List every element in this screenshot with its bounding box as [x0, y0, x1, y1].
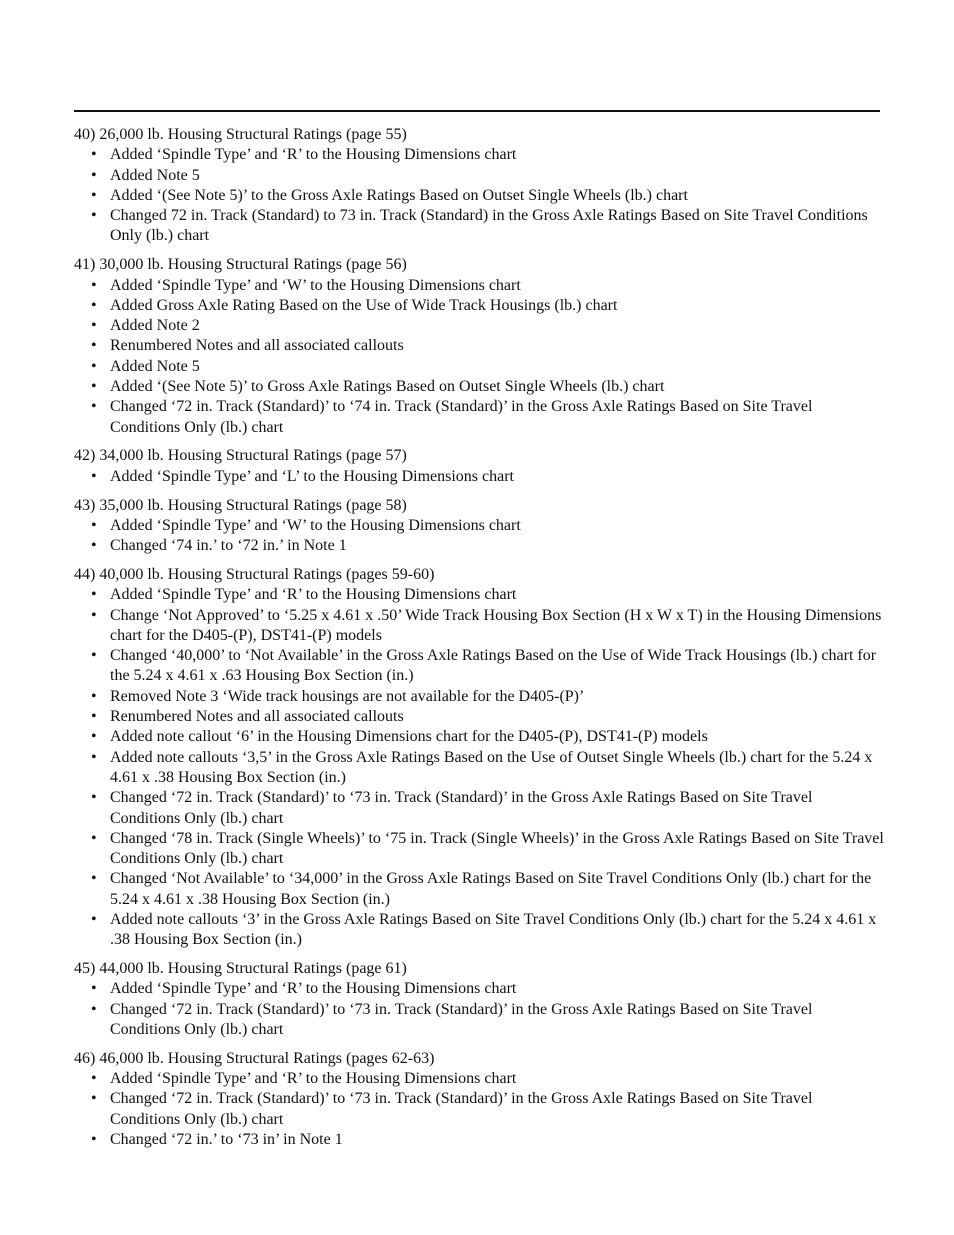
list-item-text: Added ‘Spindle Type’ and ‘L’ to the Housing Dimensions chart — [110, 467, 514, 485]
section-title: 42) 34,000 lb. Housing Structural Ratings (page 57) — [74, 447, 407, 465]
list-item-text: Added ‘Spindle Type’ and ‘W’ to the Housing Dimensions chart — [110, 276, 521, 294]
list-item — [74, 687, 884, 707]
list-item — [74, 276, 884, 296]
revision-section — [74, 496, 884, 557]
list-item — [74, 166, 884, 186]
list-item — [74, 316, 884, 336]
list-item — [74, 606, 884, 647]
list-item — [74, 585, 884, 605]
list-item — [74, 377, 884, 397]
revision-section — [74, 446, 884, 487]
list-item — [74, 467, 884, 487]
change-list — [74, 145, 884, 246]
list-item — [74, 748, 884, 789]
bullet-icon: • — [91, 276, 97, 294]
section-title: 44) 40,000 lb. Housing Structural Ratings (pages 59-60) — [74, 565, 435, 583]
bullet-icon: • — [91, 516, 97, 534]
list-item-text: Added ‘Spindle Type’ and ‘R’ to the Housing Dimensions chart — [110, 1070, 517, 1088]
revision-section — [74, 125, 884, 247]
bullet-icon: • — [91, 606, 97, 624]
list-item — [74, 397, 884, 438]
list-item-text: Renumbered Notes and all associated callouts — [110, 337, 404, 355]
list-item — [74, 357, 884, 377]
list-item — [74, 1089, 884, 1130]
bullet-icon: • — [91, 537, 97, 555]
list-item-text: Added Note 5 — [110, 166, 200, 184]
list-item — [74, 1000, 884, 1041]
bullet-icon: • — [91, 1000, 97, 1018]
bullet-icon: • — [91, 1130, 97, 1148]
list-item — [74, 145, 884, 165]
list-item-text: Changed ‘40,000’ to ‘Not Available’ in the Gross Axle Ratings Based on the Use of Wide Track Housings (lb.) chart for the 5.24 x 4.61 x .63 Housing Box Section (in.) — [110, 647, 877, 685]
list-item-text: Added ‘Spindle Type’ and ‘R’ to the Housing Dimensions chart — [110, 980, 517, 998]
change-list — [74, 585, 884, 950]
list-item-text: Changed ‘72 in. Track (Standard)’ to ‘73 in. Track (Standard)’ in the Gross Axle Ratings Based on Site Travel Conditions Only (lb.) chart — [110, 789, 813, 827]
bullet-icon: • — [91, 317, 97, 335]
list-item — [74, 1069, 884, 1089]
revision-section — [74, 255, 884, 438]
list-item-text: Changed ‘72 in.’ to ‘73 in’ in Note 1 — [110, 1130, 343, 1148]
list-item-text: Changed 72 in. Track (Standard) to 73 in. Track (Standard) in the Gross Axle Ratings Based on Site Travel Conditions Only (lb.) chart — [110, 207, 868, 245]
bullet-icon: • — [91, 378, 97, 396]
bullet-icon: • — [91, 357, 97, 375]
bullet-icon: • — [91, 789, 97, 807]
bullet-icon: • — [91, 1090, 97, 1108]
change-list — [74, 979, 884, 1040]
list-item-text: Added ‘(See Note 5)’ to the Gross Axle Ratings Based on Outset Single Wheels (lb.) chart — [110, 186, 688, 204]
bullet-icon: • — [91, 296, 97, 314]
bullet-icon: • — [91, 586, 97, 604]
list-item-text: Added note callouts ‘3’ in the Gross Axle Ratings Based on Site Travel Conditions Only (lb.) chart for the 5.24 x 4.61 x .38 Housing Box Section (in.) — [110, 910, 877, 949]
bullet-icon: • — [91, 748, 97, 766]
section-title: 45) 44,000 lb. Housing Structural Ratings (page 61) — [74, 960, 407, 978]
list-item — [74, 646, 884, 687]
list-item-text: Changed ‘72 in. Track (Standard)’ to ‘73 in. Track (Standard)’ in the Gross Axle Ratings Based on Site Travel Conditions Only (lb.) chart — [110, 1090, 813, 1128]
bullet-icon: • — [91, 337, 97, 355]
list-item — [74, 979, 884, 999]
bullet-icon: • — [91, 186, 97, 204]
list-item-text: Added ‘Spindle Type’ and ‘R’ to the Housing Dimensions chart — [110, 586, 517, 604]
revision-list — [74, 125, 884, 1159]
list-item — [74, 869, 884, 910]
list-item — [74, 336, 884, 356]
list-item — [74, 206, 884, 247]
list-item-text: Changed ‘Not Available’ to ‘34,000’ in the Gross Axle Ratings Based on Site Travel Conditions Only (lb.) chart for the 5.24 x 4.61 x .38 Housing Box Section (in.) — [110, 870, 872, 908]
bullet-icon: • — [91, 910, 97, 928]
bullet-icon: • — [91, 980, 97, 998]
revision-section — [74, 1049, 884, 1150]
bullet-icon: • — [91, 146, 97, 164]
list-item — [74, 707, 884, 727]
bullet-icon: • — [91, 467, 97, 485]
bullet-icon: • — [91, 166, 97, 184]
list-item-text: Changed ‘72 in. Track (Standard)’ to ‘73 in. Track (Standard)’ in the Gross Axle Ratings Based on Site Travel Conditions Only (lb.) chart — [110, 1000, 813, 1038]
list-item-text: Change ‘Not Approved’ to ‘5.25 x 4.61 x .50’ Wide Track Housing Box Section (H x W x T) in the Housing Dimensions chart for the D405-(P), DST41-(P) models — [110, 606, 882, 644]
list-item-text: Added ‘Spindle Type’ and ‘W’ to the Housing Dimensions chart — [110, 516, 521, 534]
bullet-icon: • — [91, 708, 97, 726]
list-item-text: Added Note 2 — [110, 317, 200, 335]
bullet-icon: • — [91, 1070, 97, 1088]
list-item — [74, 186, 884, 206]
revision-section — [74, 565, 884, 951]
list-item-text: Changed ‘78 in. Track (Single Wheels)’ to ‘75 in. Track (Single Wheels)’ in the Gross Axle Ratings Based on Site Travel Conditions Only (lb.) chart — [110, 829, 884, 868]
list-item-text: Removed Note 3 ‘Wide track housings are not available for the D405-(P)’ — [110, 687, 585, 705]
bullet-icon: • — [91, 687, 97, 705]
list-item — [74, 910, 884, 951]
change-list — [74, 467, 884, 487]
bullet-icon: • — [91, 870, 97, 888]
change-list — [74, 1069, 884, 1150]
change-list — [74, 516, 884, 557]
section-title: 41) 30,000 lb. Housing Structural Ratings (page 56) — [74, 256, 407, 274]
bullet-icon: • — [91, 728, 97, 746]
list-item — [74, 516, 884, 536]
list-item-text: Changed ‘74 in.’ to ‘72 in.’ in Note 1 — [110, 537, 347, 555]
list-item — [74, 788, 884, 829]
list-item-text: Added ‘Spindle Type’ and ‘R’ to the Housing Dimensions chart — [110, 146, 517, 164]
list-item — [74, 1130, 884, 1150]
revision-section — [74, 959, 884, 1040]
list-item-text: Added note callout ‘6’ in the Housing Dimensions chart for the D405-(P), DST41-(P) models — [110, 728, 708, 746]
list-item-text: Added Gross Axle Rating Based on the Use of Wide Track Housings (lb.) chart — [110, 296, 618, 314]
change-list — [74, 276, 884, 438]
list-item-text: Added Note 5 — [110, 357, 200, 375]
bullet-icon: • — [91, 398, 97, 416]
list-item — [74, 536, 884, 556]
list-item — [74, 829, 884, 870]
bullet-icon: • — [91, 829, 97, 847]
list-item — [74, 296, 884, 316]
section-title: 43) 35,000 lb. Housing Structural Ratings (page 58) — [74, 496, 407, 514]
header-rule — [74, 110, 880, 112]
list-item-text: Added note callouts ‘3,5’ in the Gross Axle Ratings Based on the Use of Outset Single Wheels (lb.) chart for the 5.24 x 4.61 x .38 Housing Box Section (in.) — [110, 748, 873, 786]
bullet-icon: • — [91, 647, 97, 665]
section-title: 46) 46,000 lb. Housing Structural Ratings (pages 62-63) — [74, 1049, 435, 1067]
bullet-icon: • — [91, 207, 97, 225]
list-item-text: Added ‘(See Note 5)’ to Gross Axle Ratings Based on Outset Single Wheels (lb.) chart — [110, 378, 665, 396]
list-item — [74, 727, 884, 747]
list-item-text: Changed ‘72 in. Track (Standard)’ to ‘74 in. Track (Standard)’ in the Gross Axle Ratings Based on Site Travel Conditions Only (lb.) chart — [110, 398, 813, 436]
section-title: 40) 26,000 lb. Housing Structural Ratings (page 55) — [74, 126, 407, 143]
list-item-text: Renumbered Notes and all associated callouts — [110, 708, 404, 726]
